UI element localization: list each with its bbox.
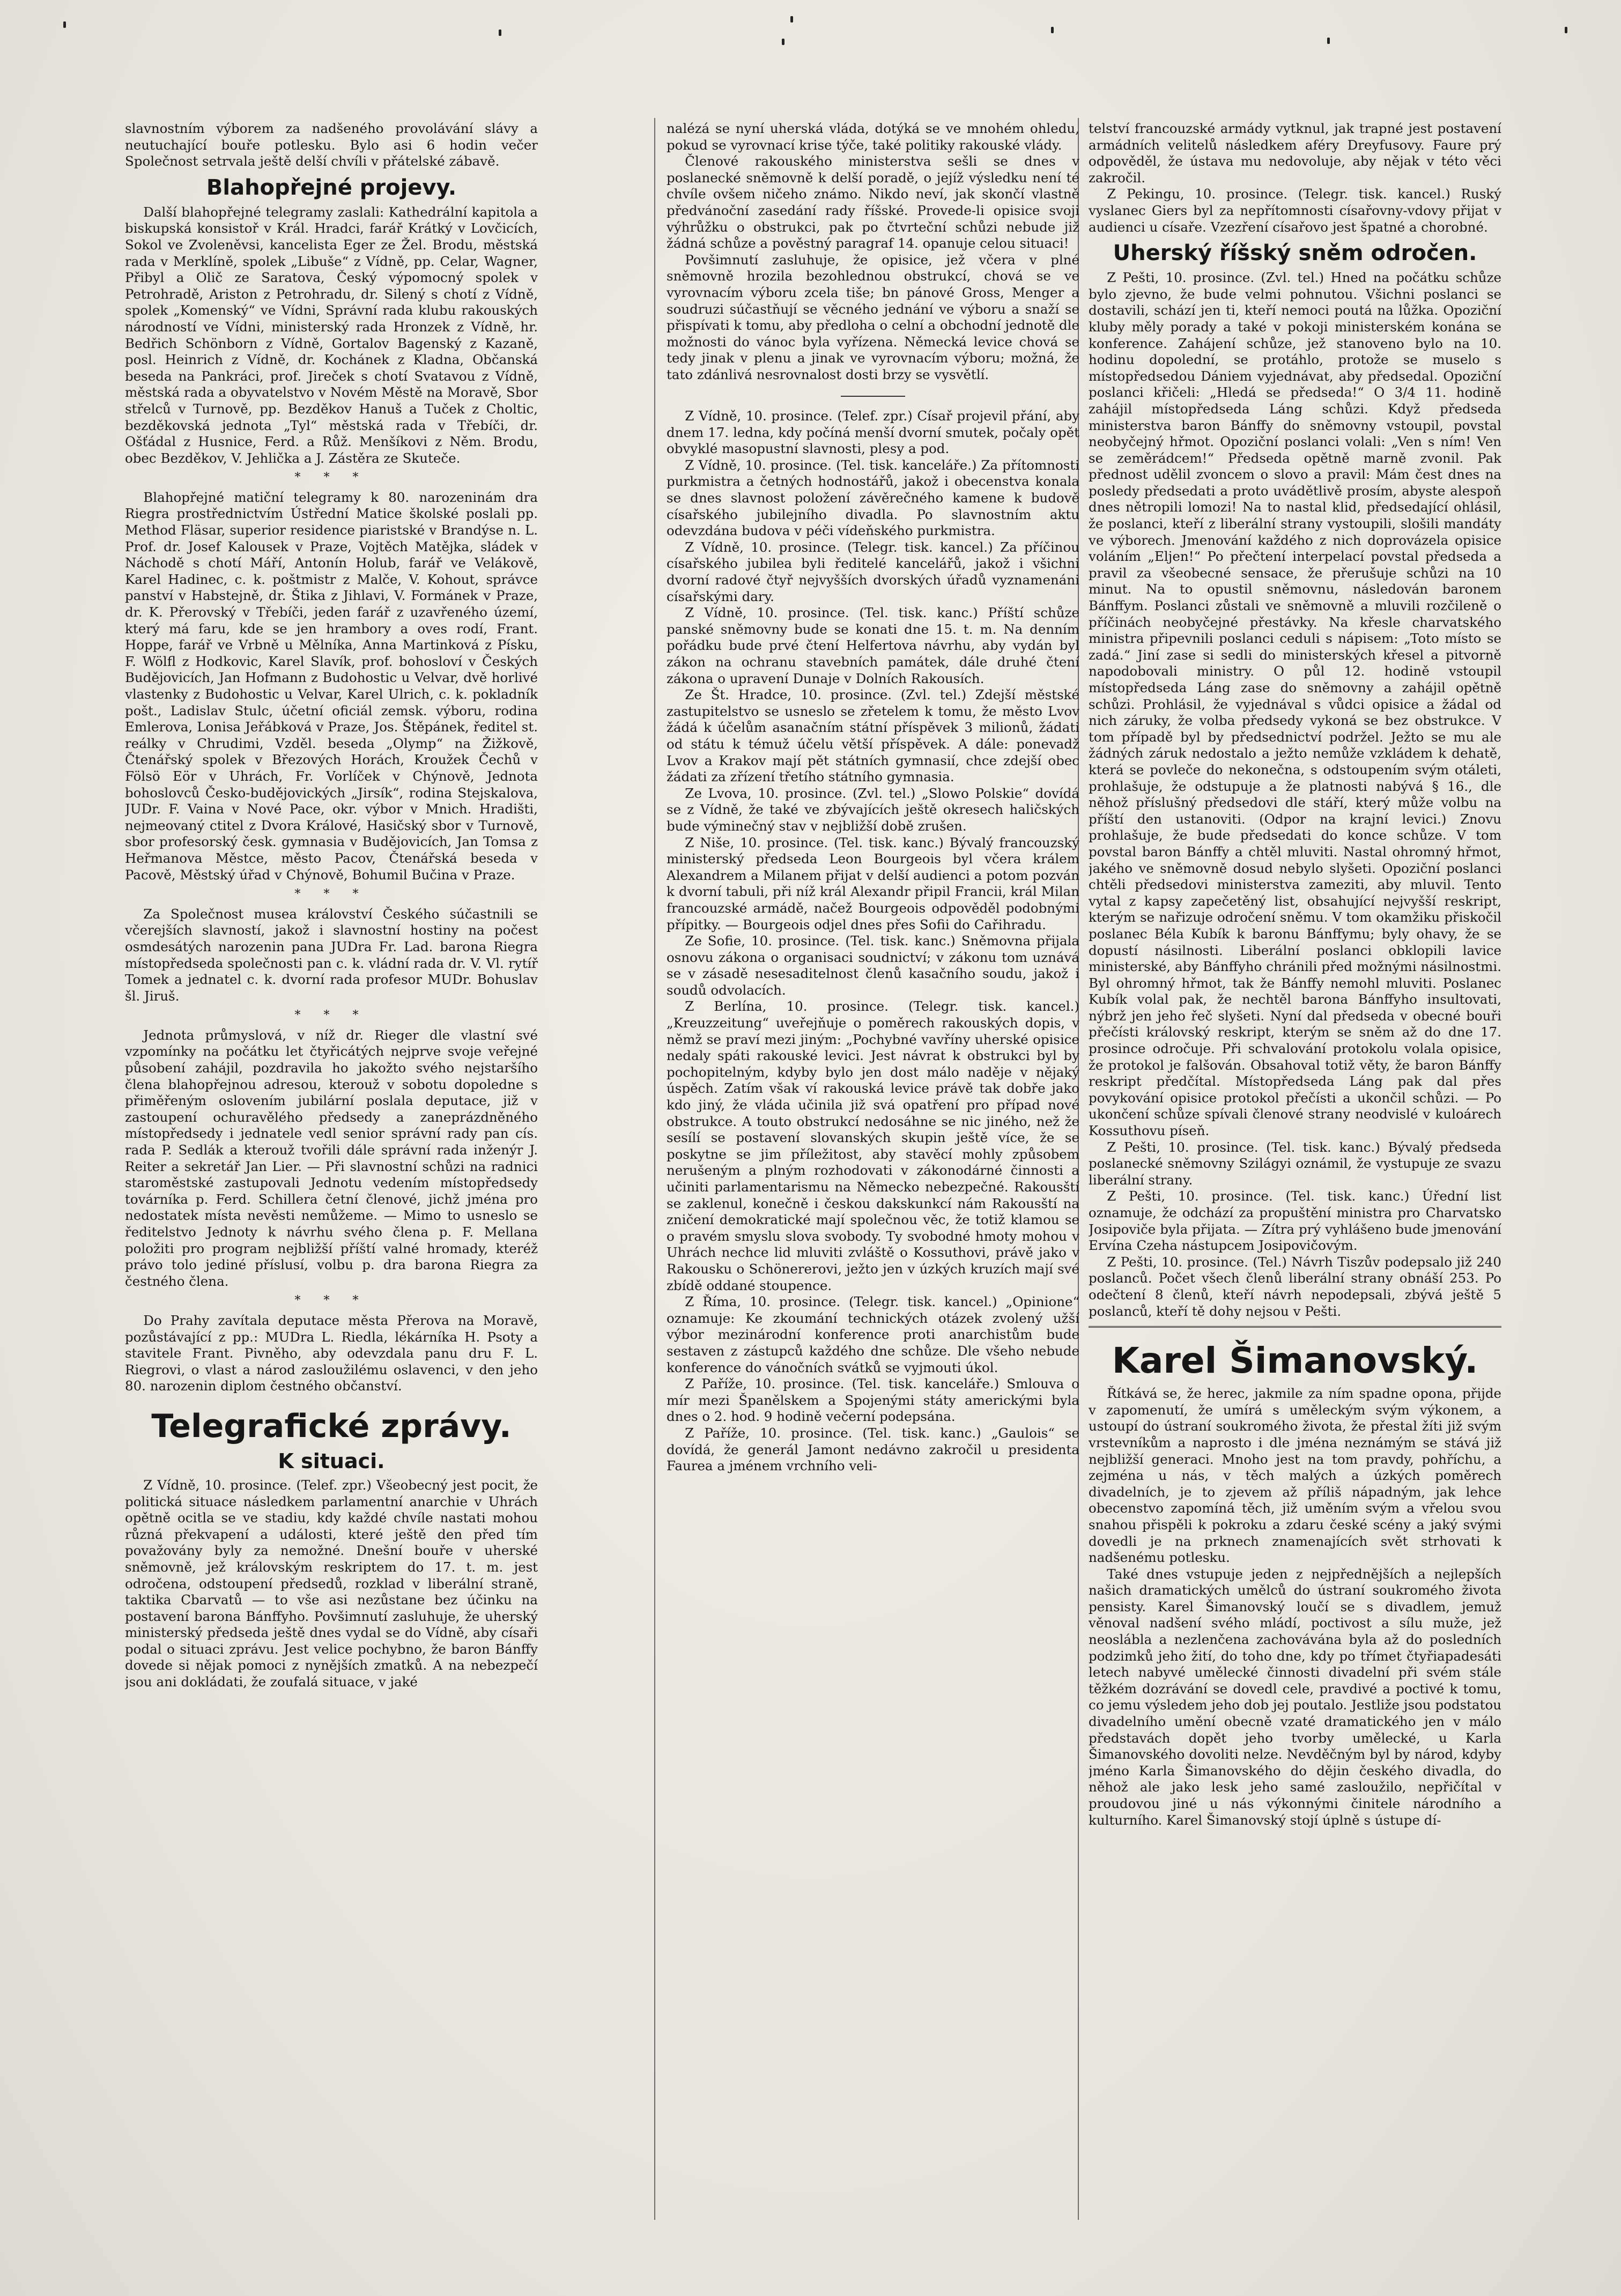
paragraph: Z Vídně, 10. prosince. (Telegr. tisk. kancel.) Za příčinou císařského jubilea byli ředitelé kancelářů, jakož i všichni dvorní radové čtyř nejvyšších dvorských úřadů vyznamenáni císařskými dary.	[667, 539, 1079, 604]
page-edge-marks	[0, 5, 1621, 48]
paragraph: Povšimnutí zasluhuje, že opisice, jež včera v plné sněmovně hrozila bezohlednou obstrukcí, chová se ve vyrovnacím výboru zcela tiše; bn pánové Gross, Menger a soudruzi súčastňují se věcného jednání ve výboru a snaží se přispívati k tomu, aby předloha o celní a obchodní jednotě dle možnosti do vánoc byla vyřízena. Německá levice chová se tedy jinak v plenu a jinak ve vyrovnacím výboru; možná, že tato zdánlivá nesrovnalost dosti brzy se vysvětlí.	[667, 251, 1079, 382]
asterism-separator: * * *	[294, 887, 368, 901]
paragraph: nalézá se nyní uherská vláda, dotýká se ve mnohém ohledu, pokud se vyrovnací krise týče, také politiky rakouské vlády.	[667, 121, 1079, 153]
section-heading-large: Telegrafické zprávy.	[151, 1407, 512, 1445]
section-heading: Blahopřejné projevy.	[206, 175, 457, 200]
paragraph: Blahopřejné matiční telegramy k 80. narozeninám dra Riegra prostřednictvím Ústřední Matice školské poslali pp. Method Fläsar, superior residence piaristské v Brandýse n. L. Prof. dr. Josef Kalousek v Praze, Vojtěch Matějka, sládek v Náchodě s chotí Máří, Antonín Holub, farář ve Velákově, Karel Hadinec, c. k. poštmistr z Malče, V. Kohout, správce panství v Habstejně, dr. Štika z Jihlavi, V. Formánek v Praze, dr. K. Přerovský v Třebíči, jeden farář z uzavřeného území, který má faru, kde se jen hrambory a oves rodí, Frant. Hoppe, farář ve Vrbně u Mělníka, Anna Martinková z Písku, F. Wölfl z Hodkovic, Karel Slavík, prof. bohosloví v Českých Budějovicích, Jan Hofmann z Budohostic u Velvar, dvě horlivé vlastenky z Budohostic u Velvar, Karel Ulrich, c. k. pokladník pošt., Ladislav Stulc, účetní oficiál zemsk. výboru, rodina Emlerova, Lonisa Jeřábková v Praze, Jos. Štěpánek, ředitel st. reálky v Chrudimi, Vzděl. beseda „Olymp“ na Žižkově, Čtenářský spolek v Březových Horách, Kroužek Čechů v Fölsö Eör v Uhrách, Fr. Vorlíček v Chýnově, Jednota bohoslovců Česko-budějovických „Jirsík“, rodina Stejskalova, JUDr. F. Vaina v Nové Pace, okr. výbor v Mnich. Hradišti, nejmeovaný ctitel z Dvora Králové, Hasičský sbor v Turnově, sbor profesorský česk. gymnasia v Budějovicích, Jan Tomsa z Heřmanova Městce, město Pacov, Čtenářská beseda v Pacově, Městský úřad v Chýnově, Bohumil Bučina v Praze.	[125, 489, 538, 883]
paragraph: Z Vídně, 10. prosince. (Tel. tisk. kanc.) Příští schůze panské sněmovny bude se konati dne 15. t. m. Na denním pořádku bude prvé čtení Helfertova návrhu, aby vydán byl zákon na ochranu stavebních památek, dále druhé čtení zákona o upravení Dunaje v Dolních Rakousích.	[667, 605, 1079, 686]
paragraph: Z Pešti, 10. prosince. (Tel.) Návrh Tiszův podepsalo již 240 poslanců. Počet všech členů liberální strany obnáší 253. Po odečtení 8 členů, kteří návrh nepodepsali, zbývá ještě 5 poslanců, kteří tě dohy nejsou v Pešti.	[1089, 1254, 1501, 1319]
paragraph: Z Pešti, 10. prosince. (Tel. tisk. kanc.) Bývalý předseda poslanecké sněmovny Szilágyi oznámil, že vystupuje ze svazu liberální strany.	[1089, 1139, 1501, 1188]
paragraph: Členové rakouského ministerstva sešli se dnes v poslanecké sněmovně k delší poradě, o jejíž výsledku není té chvíle ovšem ničeho známo. Nikdo neví, jak skončí vlastně předvánoční zasedání rady říšské. Provede-li opisice svoji výhrůžku o obstrukci, pak po čtvrteční schůzi nebude již žádná schůze a pověstný paragraf 14. opanuje celou situaci!	[667, 153, 1079, 251]
section-rule	[1089, 1326, 1501, 1328]
paragraph: Z Vídně, 10. prosince. (Telef. zpr.) Císař projevil přání, aby dnem 17. ledna, kdy počíná menší dvorní smutek, počaly opět obvyklé masopustní slavnosti, plesy a pod.	[667, 408, 1079, 457]
paragraph: Z Říma, 10. prosince. (Telegr. tisk. kancel.) „Opinione“ oznamuje: Ke zkoumání technických otázek zvolený užší výbor mezinárodní konference proti anarchistům bude sestaven z zástupců každého dne schůze. Dle všeho nebude konference do vánočních svátků se vyjmouti úkol.	[667, 1294, 1079, 1375]
paragraph: Z Vídně, 10. prosince. (Telef. zpr.) Všeobecný jest pocit, že politická situace následkem parlamentní anarchie v Uhrách opětně ocitla se ve stadiu, kdy každé chvíle nastati mohou různá překvapení a události, které ještě den před tím považovány byly za nemožné. Dnešní bouře v uherské sněmovně, jež královským reskriptem do 17. t. m. jest odročena, odstoupení předsedů, rozklad v liberální straně, taktika Cbarvatů — to vše asi nezůstane bez účinku na postavení barona Bánffyho. Povšimnutí zasluhuje, že uherský ministerský předseda ještě dnes vydal se do Vídně, aby císaři podal o situaci zprávu. Jest velice pochybno, že baron Bánffy dovede si nějak pomoci z nynějších zmatků. A na nebezpečí jsou ani dokládati, že zoufalá situace, v jaké	[125, 1477, 538, 1690]
column-2	[667, 121, 1079, 2255]
article-divider	[667, 388, 1079, 404]
paragraph: Z Berlína, 10. prosince. (Telegr. tisk. kancel.) „Kreuzzeitung“ uveřejňuje o poměrech rakouských dopis, v němž se praví mezi jiným: „Pochybné vavříny uherské opisice nedaly spáti rakouské levici. Jest návrat k obstrukci byl by pochopitelným, kdyby bylo jen dost málo naděje v nějaký úspěch. Zatím však ví rakouská levice právě tak dobře jako kdo jiný, že vláda učinila již svá opatření pro případ nové obstrukce. A touto obstrukcí nedosáhne se nic jiného, než že sesílí se postavení slovanských skupin ještě více, že se poskytne se jim příležitost, aby stavěcí mohly způsobem nerušeným a plným rozhodovati v zákonodárné činnosti a učiniti parlamentarismu na Německo nebezpečné. Rakousští se zaklenul, konečně i českou dakskunkcí nám Rakousští na zničení demokratické mají společnou věc, že totiž klamou se o pravém smyslu slova svobody. Ty svobodné hmoty mohou v Uhrách nechce lid mluviti zvláště o Kossuthovi, právě jako v Rakousku o Schönererovi, ježto jen v úzkých kruzích mají své zbídě oddané stoupence.	[667, 998, 1079, 1293]
paragraph: Z Pešti, 10. prosince. (Tel. tisk. kanc.) Úřední list oznamuje, že odchází za propuštění ministra pro Charvatsko Josipoviče byla přijata. — Zítra prý vyhlášeno bude jmenování Ervína Czeha nástupcem Josipovičovým.	[1089, 1188, 1501, 1254]
asterism-separator: * * *	[294, 1009, 368, 1023]
paragraph: telství francouzské armády vytknul, jak trapné jest postavení armádních velitelů následkem aféry Dreyfusovy. Faure prý odpověděl, že ústava mu nedovoluje, aby nějak v této věci zakročil.	[1089, 121, 1501, 186]
paragraph: Ze Št. Hradce, 10. prosince. (Zvl. tel.) Zdejší městské zastupitelstvo se usneslo se zřetelem k tomu, že město Lvov žádá k účelům asanačním státní příspěvek 3 milionů, žádati od státu k témuž účelu větší příspěvek. A dále: ponevadž Lvov a Krakov mají pět státních gymnasií, chce zdejší obec žádati za zřízení třetího státního gymnasia.	[667, 687, 1079, 785]
subsection-heading: K situaci.	[278, 1449, 385, 1473]
paragraph: Z Vídně, 10. prosince. (Tel. tisk. kanceláře.) Za přítomnosti purkmistra a četných hodnostářů, jakož i obecenstva konala se dnes slavnost položení závěrečného kamene k budově císařského jubilejního divadla. Po slavnostním aktu odevzdána budova v péči vídeňského purkmistra.	[667, 457, 1079, 539]
paragraph: Za Společnost musea království Českého súčastnili se včerejších slavností, jakož i slavnostní hostiny na počest osmdesátých narozenin pana JUDra Fr. Lad. barona Riegra místopředseda společnosti pan c. k. vládní rada dr. V. Vl. rytíř Tomek a jednatel c. k. dvorní rada profesor MUDr. Bohuslav šl. Jiruš.	[125, 906, 538, 1004]
paragraph: Další blahopřejné telegramy zaslali: Kathedrální kapitola a biskupská konsistoř v Král. Hradci, farář Krátký v Lovčicích, Sokol ve Zvoleněvsi, kancelista Eger ze Žel. Brodu, městská rada v Merklíně, spolek „Libuše“ z Vídně, pp. Celar, Wagner, Přibyl a Olič ze Saratova, Český výpomocný spolek v Petrohradě, Ariston z Petrohradu, dr. Silený s chotí z Vídně, spolek „Komenský“ ve Vídni, Správní rada klubu rakouských národností ve Vídni, ministerský rada Hronzek z Vídně, hr. Bedřich Schönborn z Vídně, Gortalov Bagenský z Kazaně, posl. Heinrich z Vídně, dr. Kochánek z Kladna, Občanská beseda na Pankráci, prof. Jireček s chotí Svatavou z Vídně, městská rada a obyvatelstvo v Novém Městě na Moravě, Sbor střelců v Turnově, pp. Bezděkov Hanuš a Tuček z Choltic, bezděkovská jednota „Tyl“ městská rada v Třebíči, dr. Ošťádal z Husnice, Ferd. a Růž. Menšíkovi z Něm. Brodu, obec Bezděkov, V. Jehlička a J. Zástěra ze Skuteče.	[125, 204, 538, 466]
paragraph: Ze Lvova, 10. prosince. (Zvl. tel.) „Slowo Polskie“ dovídá se z Vídně, že také ve zbývajících ještě okresech haličských bude výminečný stav v nejbližší době zrušen.	[667, 785, 1079, 834]
column-1	[125, 121, 538, 2255]
paragraph: Řítkává se, že herec, jakmile za ním spadne opona, přijde v zapomenutí, že umírá s uměleckým svým výkonem, a ustoupí do ústraní soukromého života, že přestal žíti již svým vrstevníkům a naprosto i dle jména neznámým se stává již nejbližší generaci. Mnoho jest na tom pravdy, pohříchu, a zejména u nás, v těch malých a úzkých poměrech divadelních, je to zjevem až příliš nápadným, jak lehce obecenstvo zapomíná těch, již uměním svým a vřelou svou snahou přispěli k pokroku a zdaru české scény a jaký svými dovedli je na prknech znamenajících svět strhovati k nadšenému potlesku.	[1089, 1386, 1501, 1566]
paragraph: Z Paříže, 10. prosince. (Tel. tisk. kanceláře.) Smlouva o mír mezi Španělskem a Spojenými státy americkými byla dnes o 2. hod. 9 hodině večerní podepsána.	[667, 1376, 1079, 1425]
paragraph: Ze Sofie, 10. prosince. (Tel. tisk. kanc.) Sněmovna přijala osnovu zákona o organisaci soudnictví; v zákonu tom uznává se v zásadě nesesaditelnost členů kasačního soudu, jakož i soudů odvolacích.	[667, 933, 1079, 998]
asterism-separator: * * *	[294, 471, 368, 485]
paragraph: slavnostním výborem za nadšeného provolávání slávy a neutuchající bouře potlesku. Bylo asi 6 hodin večer Společnost setrvala ještě delší chvíli v přátelské zábavě.	[125, 121, 538, 169]
column-3	[1089, 121, 1501, 2255]
paragraph: Z Pekingu, 10. prosince. (Telegr. tisk. kancel.) Ruský vyslanec Giers byl za nepřítomnosti císařovny-vdovy přijat v audienci u císaře. Vzezření císařovo jest špatné a chorobné.	[1089, 186, 1501, 235]
feature-heading: Karel Šimanovský.	[1112, 1340, 1478, 1382]
paragraph: Jednota průmyslová, v níž dr. Rieger dle vlastní své vzpomínky na počátku let čtyřicátých nejprve svoje veřejné působení zahájil, pozdravila ho jakožto svého nejstaršího člena blahopřejnou adresou, kterouž v sobotu dopoledne s přiměřeným oslovením jubilární poslala deputace, již v zastoupení ochuravělého předsedy a zaneprázdněného místopředsedy i jednatele vedl senior správní rady pan cís. rada P. Sedlák a kterouž tvořili dále správní rada inženýr J. Reiter a sekretář Jan Lier. — Při slavnostní schůzi na radnici staroměstské zastupovali Jednotu vedením místopředsedy továrníka p. Ferd. Schillera četní členové, jichž jména pro nedostatek místa nevěsti nemůžeme. — Mimo to usneslo se ředitelstvo Jednoty k návrhu svého člena p. F. Mellana položiti pro program nejbližší příští valné hromady, kteréž právo tolo jediné příslusí, volbu p. dra barona Riegra za čestného člena.	[125, 1027, 538, 1289]
paragraph: Také dnes vstupuje jeden z nejpřednějších a nejlepších našich dramatických umělců do ústraní soukromého života pensisty. Karel Šimanovský loučí se s divadlem, jemuž věnoval nadšení svého mládí, poctivost a sílu muže, jež neoslábla a nezlenčena zachovávána byla až do posledních podzimků jeho žití, do toho dne, kdy po třímet čtyřiapadesáti letech nabyvé umělecké činnosti divadelní při svém stále těžkém dozrávání se dovedl cele, pravdivé a poctivé k tomu, co jemu výsledem jeho dob jej poutalo. Jestliže jsou podstatou divadelního umění obecně vzaté dramatického jen v málo představách dopět jeho tvorby umělecké, u Karla Šimanovského dovoliti nelze. Nevděčným byl by národ, kdyby jméno Karla Šimanovského do dějin českého divadla, do něhož ale jako lesk jeho samé zasloužilo, nepřičítal v proudovou jiné u nás výkonnými činitele národního a kulturního. Karel Šimanovský stojí úplně s ústupe dí-	[1089, 1566, 1501, 1828]
column-divider	[654, 118, 655, 2220]
paragraph: Z Paříže, 10. prosince. (Tel. tisk. kanc.) „Gaulois“ se dovídá, že generál Jamont nedávno zakročil u presidenta Faurea a jménem vrchního veli-	[667, 1425, 1079, 1474]
paragraph: Z Pešti, 10. prosince. (Zvl. tel.) Hned na počátku schůze bylo zjevno, že bude velmi pohnutou. Všichni poslanci se dostavili, schází jen ti, kteří nemoci poutá na lůžka. Opoziční kluby měly porady a také v pokoji ministerském konána se konference. Zahájení schůze, jež stanoveno bylo na 10. hodinu dopolední, se protáhlo, protože se muselo s místopředsedou Dániem vyjednávat, aby předsedal. Opoziční poslanci křičeli: „Hledá se předseda!“ O 3/4 11. hodině zahájil místopředseda Láng schůzi. Když předseda ministerstva baron Bánffy do sněmovny vstoupil, povstal neobyčejný hřmot. Opoziční poslanci volali: „Ven s ním! Ven se zeměrádcem!“ Předseda opětně marně zvonil. Pak přednost udělil zvoncem o slovo a pravil: Mám čest dnes na posledy předsedati a proto uvádětlivě prosím, abyste alespoň dnes nětropili lomozi! Na to nastal klid, předsedající ohlásil, že poslanci, kteří z liberální strany vystoupili, slošili mandáty ve výborech. Jmenování každého z nich doprovázela opisice voláním „Eljen!“ Po přečtení interpelací povstal předseda a pravil za všeobecné sensace, že přerušuje schůzi na 10 minut. Na to opustil sněmovnu, následován baronem Bánffym. Poslanci zůstali ve sněmovně a mluvili rozčileně o příčinách neobyčejné přestávky. Na křesle charvatského ministra připevnili poslanci ceduli s nápisem: „Toto místo se zadá.“ Jiní zase si sedli do ministerských křesel a pitvorně napodobovali ministry. O půl 12. hodině vstoupil místopředseda Láng zase do sněmovny a zahájil opětně schůzi. Prohlásil, že vyjednával s vůdci opisice a žádal od nich záruky, že volba předsedy vykoná se bez obstrukce. V tom případě byl by předsednictví podržel. Ježto se mu ale žádných záruk nedostalo a ježto nemůže vzkládem k dehatě, která se povleče do nekonečna, s odstoupením svým otáleti, prohlašuje, že odstupuje a že platnosti nabývá § 16., dle něhož příslušný předsedovi dle stáří, který může volbu na příští den ustanoviti. (Odpor na krajní levici.) Znovu prohlašuje, že bude předsedati do konce schůze. V tom povstal baron Bánffy a chtěl mluviti. Nastal ohromný hřmot, jakého ve sněmovně dosud nebylo slyšeti. Opoziční poslanci chtěli předsedovi ministerstva zameziti, aby mluvil. Tento vytal z kapsy zapečetěný list, obsahující nejvyšší reskript, kterým se nařizuje odročení sněmu. V tom okamžiku přiskočil poslanec Béla Kubík k baronu Bánffymu; byly ohavy, že se dopustí násilnosti. Liberální poslanci obklopili lavice ministerské, aby Bánffyho chránili před možnými násilnostmi. Byl ohromný hřmot, tak že Bánffy nemohl mluviti. Poslanec Kubík volal pak, že nechtěl barona Bánffyho insultovati, nýbrž jen jeho řeč slyšeti. Nyní dal předseda v obecné bouři přečísti královský reskript, kterým se sněm až do dne 17. prosince odročuje. Při schvalování protokolu volala opisice, že protokol je falšován. Obsahoval totiž věty, že baron Bánffy reskript předčítal. Místopředseda Láng pak dal přes povykování opisice protokol přečísti a ukončil schůzi. — Po ukončení schůze spívali členové strany neodvislé v kuloárech Kossuthovu píseň.	[1089, 270, 1501, 1139]
paragraph: Z Niše, 10. prosince. (Tel. tisk. kanc.) Bývalý francouzský ministerský předseda Leon Bourgeois byl včera králem Alexandrem a Milanem přijat v delší audienci a potom pozván k dvorní tabuli, při níž král Alexandr připil Francii, král Milan francouzské armádě, načež Bourgeois odpověděl podobnými přípitky. — Bourgeois odjel dnes přes Sofii do Cařihradu.	[667, 834, 1079, 932]
section-heading: Uherský říšský sněm odročen.	[1113, 241, 1477, 266]
paragraph: Do Prahy zavítala deputace města Přerova na Moravě, pozůstávající z pp.: MUDra L. Riedla, lékárníka H. Psoty a stavitele Frant. Pivněho, aby odevzdala panu dru F. L. Riegrovi, o vlast a národ zasloužilému oslavenci, v den jeho 80. narozenin diplom čestného občanství.	[125, 1312, 538, 1394]
asterism-separator: * * *	[294, 1294, 368, 1308]
